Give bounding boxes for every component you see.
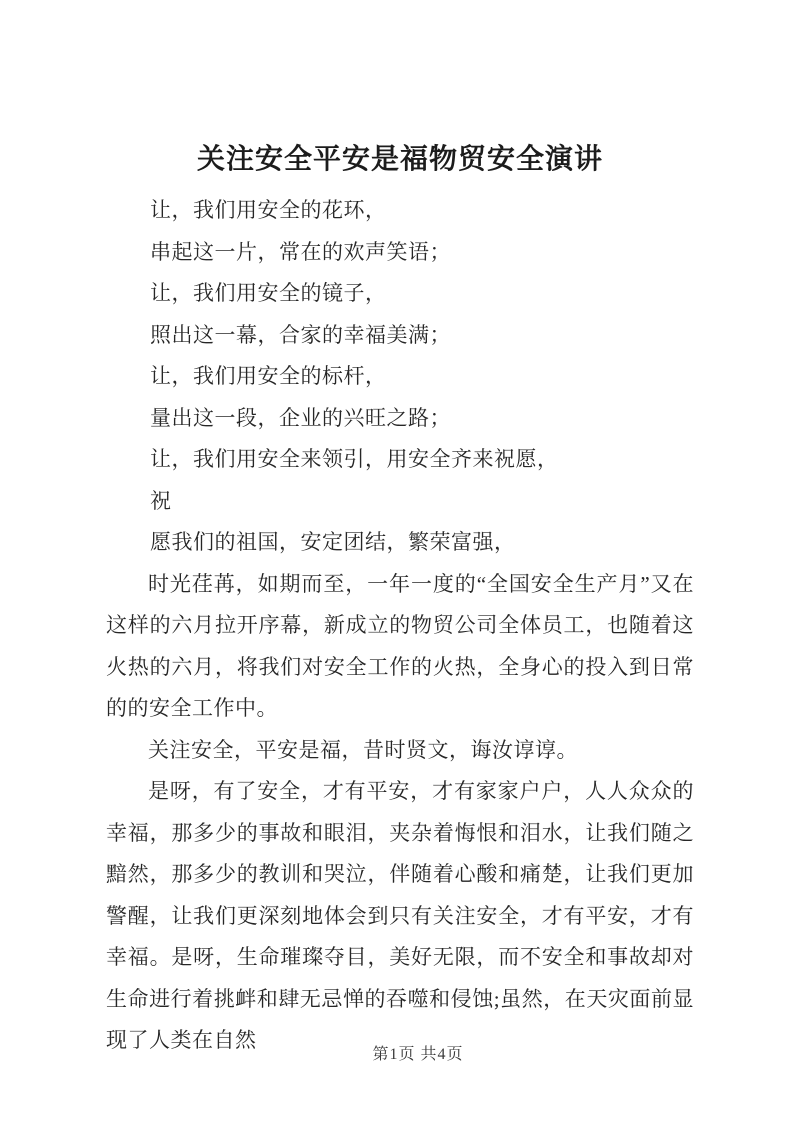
body-paragraph: 关注安全，平安是福，昔时贤文，诲汝谆谆。 [148, 737, 578, 762]
poem-line: 照出这一幕，合家的幸福美满； [150, 322, 451, 347]
poem-line: 愿我们的祖国，安定团结，繁荣富强， [150, 530, 516, 554]
poem-line: 串起这一片，常在的欢声笑语； [150, 239, 451, 264]
poem-line: 让，我们用安全来领引，用安全齐来祝愿， [150, 447, 559, 471]
poem-line: 让，我们用安全的标杆， [150, 364, 387, 388]
document-title: 关注安全平安是福物贸安全演讲 [196, 144, 603, 175]
body-paragraph: 时光荏苒，如期而至，一年一度的“全国安全生产月”又在这样的六月拉开序幕，新成立的物贸公司全体员工，也随着这火热的六月，将我们对安全工作的火热，全身心的投入到日常的的安全工作中。 [106, 571, 694, 720]
poem-line: 祝 [150, 488, 172, 513]
body-paragraph: 是呀，有了安全，才有平安，才有家家户户，人人众众的幸福，那多少的事故和眼泪，夹杂着悔恨和泪水，让我们随之黯然，那多少的教训和哭泣，伴随着心酸和痛楚，让我们更加警醒，让我们更深刻地体会到只有关注安全，才有平安，才有幸福。是呀，生命璀璨夺目，美好无限，而不安全和事故却对生命进行着挑衅和肆无忌惮的吞噬和侵蚀;虽然，在天灾面前显现了人类在自然 [106, 779, 694, 1052]
page-footer [18, 1041, 800, 1064]
poem-line: 让，我们用安全的花环， [150, 198, 387, 222]
poem-line: 量出这一段，企业的兴旺之路； [150, 405, 451, 430]
poem-line: 让，我们用安全的镜子， [150, 281, 387, 305]
document-content [106, 140, 694, 1062]
page-number-label: 第1页 共4页 [372, 1046, 464, 1063]
